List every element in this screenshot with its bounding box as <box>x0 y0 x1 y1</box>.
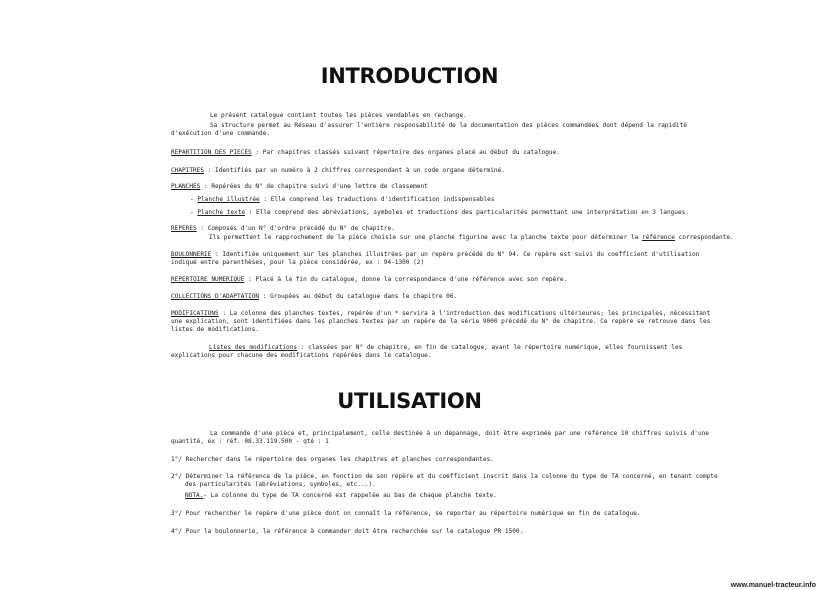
reperes-reference-term: référence <box>641 234 675 241</box>
intro-line-3: d'exécution d'une commande. <box>171 130 271 137</box>
chapitres-term: CHAPITRES <box>171 167 205 174</box>
listes-line-2: explications pour chacune des modifications repérées dans le catalogue. <box>171 352 432 359</box>
repertoire-term: REPERTOIRE NUMERIQUE <box>171 276 245 283</box>
utilisation-line-1: La commande d'une pièce et, principalement, celle destinée à un dépannage, doit être exprimée par une référence 10 chiffres suivis d'une <box>210 430 709 437</box>
step-4: 4°/ Pour la boulonnerie, la référence à commander doit être recherchée sur le catalogue PR 1500. <box>171 528 524 535</box>
intro-line-2: Sa structure permet au Réseau d'assurer l'entière responsabilité de la documentation des pièces commandées dont dépend la rapidité <box>210 122 687 129</box>
boulonnerie-text: : Identifiée uniquement sur les planches illustrées par un repère précédé du N° 94. Ce repère est suivi du coefficient d'utilisation <box>211 251 700 258</box>
boulonnerie-paragraph <box>171 251 699 259</box>
planche-texte-term: Planche texte <box>197 209 246 216</box>
planche-illustree-text: : Elle comprend les traductions d'identification indispensables <box>259 196 495 203</box>
introduction-title: INTRODUCTION <box>320 64 499 88</box>
collections-paragraph <box>171 293 457 301</box>
listes-text: : classées par N° de chapitre, en fin de catalogue, avant le répertoire numérique, elles fournissent les <box>297 344 683 351</box>
planche-texte-item <box>190 209 689 217</box>
planche-illustree-term: Planche illustrée <box>197 196 260 203</box>
footer-watermark: www.manuel-tracteur.info <box>730 582 816 589</box>
modifications-line-2: une explication, sont identifiées dans les planches textes par un repère de la série 9000 précédé du N° de chapitre. Ce repère se retrouve dans les <box>171 318 711 325</box>
nota-paragraph <box>185 492 497 500</box>
boulonnerie-term: BOULONNERIE <box>171 251 212 258</box>
repartition-term: REPARTITION DES PIECES <box>171 149 252 156</box>
modifications-paragraph <box>171 310 710 318</box>
repertoire-paragraph <box>171 276 567 284</box>
reperes-paragraph <box>171 225 395 233</box>
intro-line-1: Le présent catalogue contient toutes les pièces vendables en rechange. <box>210 112 467 119</box>
repartition-text: : Par chapitres classés suivant répertoire des organes placé au début du catalogue. <box>251 149 560 156</box>
reperes-term: REPERES <box>171 225 197 232</box>
collections-term: COLLECTIONS D'ADAPTATION <box>171 293 260 300</box>
planches-text: : Repérées du N° de chapitre suivi d'une lettre de classement <box>200 183 428 190</box>
modifications-text: : La colonne des planches textes, repérée d'un * servira à l'introduction des modifications ultérieures; les principales, nécessitant <box>218 310 711 317</box>
nota-text: - La colonne du type de TA concerné est rappelée au bas de chaque planche texte. <box>203 492 497 499</box>
step-1: 1°/ Rechercher dans le répertoire des organes les chapitres et planches correspondantes. <box>171 456 494 463</box>
listes-term: Listes des modifications <box>209 344 298 351</box>
collections-text: : Groupées au début du catalogue dans le chapitre 06. <box>259 293 458 300</box>
bullet-dash: - <box>190 209 198 216</box>
planche-texte-text: : Elle comprend des abréviations, symboles et traductions des particularités permettant une interprétation en 3 langues. <box>245 209 689 216</box>
reperes-line-2-c: correspondante. <box>674 234 734 241</box>
planches-term: PLANCHES <box>171 183 201 190</box>
chapitres-text: : Identifiés par un numéro à 2 chiffres correspondant à un code organe déterminé. <box>204 167 505 174</box>
bullet-dash: - <box>190 196 198 203</box>
repertoire-text: : Placé à la fin du catalogue, donne la correspondance d'une référence avec son repère. <box>244 276 568 283</box>
utilisation-line-2: quantité, ex : réf. 08.33.119.500 - qté : 1 <box>171 438 329 445</box>
chapitres-paragraph <box>171 167 505 175</box>
planche-illustree-item <box>190 196 495 204</box>
repartition-paragraph <box>171 149 560 157</box>
step-3: 3°/ Pour rechercher le repère d'une pièce dont on connaît la référence, se reporter au répertoire numérique en fin de catalogue. <box>171 510 641 517</box>
step-2-line-2: des particularités (abréviations, symboles, etc...). <box>185 481 376 488</box>
reperes-line-2-a: Ils permettent le rapprochement de la pièce choisie sur une planche figurine avec la planche texte pour déterminer la <box>209 234 642 241</box>
modifications-line-3: listes de modifications. <box>171 326 260 333</box>
utilisation-title: UTILISATION <box>337 389 482 413</box>
listes-paragraph <box>209 344 682 352</box>
modifications-term: MODIFICATIONS <box>171 310 219 317</box>
nota-term: NOTA. <box>185 492 204 499</box>
reperes-line-2 <box>209 234 734 242</box>
planches-paragraph <box>171 183 428 191</box>
step-2-line-1: 2°/ Déterminer la référence de la pièce, en fonction de son repère et du coefficient inscrit dans la colonne du type de TA concerné, en tenant compte <box>171 473 718 480</box>
reperes-text: : Composés d'un N° d'ordre précédé du N° de chapitre. <box>196 225 395 232</box>
boulonnerie-line-2: indiqué entre parenthèses, pour la pièce considérée, ex : 94-1300 (2) <box>171 259 425 266</box>
